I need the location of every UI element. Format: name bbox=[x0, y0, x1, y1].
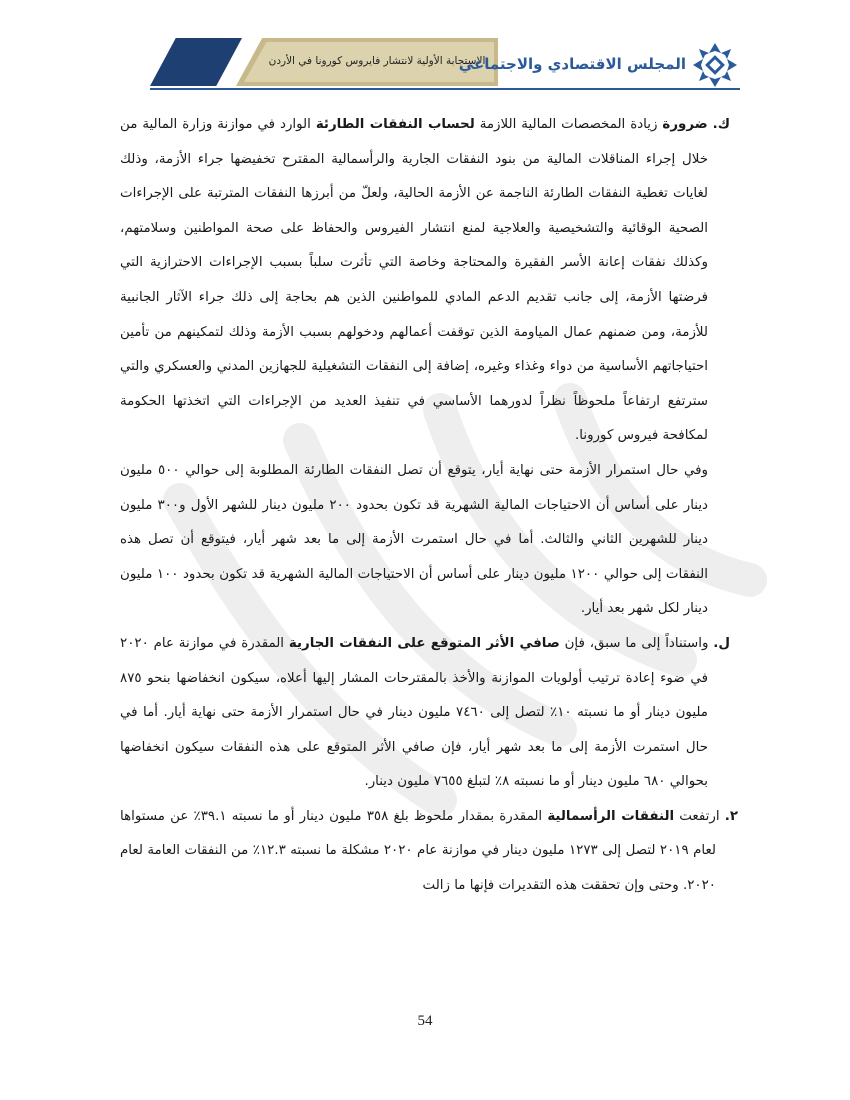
item-2-text-1: ارتفعت bbox=[674, 808, 725, 824]
item-2-paragraph bbox=[120, 800, 738, 904]
council-logo-icon bbox=[690, 40, 740, 90]
item-k-paragraph bbox=[120, 108, 730, 454]
item-2-text-2: المقدرة بمقدار ملحوظ بلغ ٣٥٨ مليون دينار أو ما نسبته ٣٩.١٪ عن مستواها لعام ٢٠١٩ لتصل إلى ١٢٧٣ مليون دينار في موازنة عام ٢٠٢٠ مشكلة ما نسبته ١٢.٣٪ من النفقات العامة لعام ٢٠٢٠. وحتى وإن تحققت هذه التقديرات فإنها ما زالت bbox=[120, 808, 716, 894]
header-rule bbox=[150, 88, 740, 90]
item-l-text-1: واستناداً إلى ما سبق، فإن bbox=[559, 635, 714, 651]
item-k-text-1: زيادة المخصصات المالية اللازمة bbox=[474, 117, 663, 132]
item-l-bold-1: صافي الأثر المتوقع على النفقات الجارية bbox=[288, 635, 560, 651]
item-l-marker: ل. bbox=[713, 635, 730, 651]
item-k-bold-1: ضرورة bbox=[662, 117, 708, 132]
document-body bbox=[120, 108, 739, 904]
page-number: 54 bbox=[417, 1013, 433, 1029]
report-title: الاستجابة الأولية لانتشار فايروس كورونا في الأردن bbox=[268, 55, 486, 67]
organization-name: المجلس الاقتصادي والاجتماعي bbox=[458, 55, 686, 73]
item-2-marker: ٢. bbox=[724, 808, 739, 824]
header-navy-band bbox=[150, 38, 242, 86]
item-l-paragraph bbox=[120, 627, 730, 800]
item-k-bold-2: لحساب النفقات الطارئة bbox=[315, 117, 475, 132]
continuation-paragraph: وفي حال استمرار الأزمة حتى نهاية أيار، يتوقع أن تصل النفقات الطارئة المطلوبة إلى حوالي ٥٠٠ مليون دينار على أساس أن الاحتياجات المالية الشهرية قد تكون بحدود ٢٠٠ مليون دينار للشهر الأول و٣٠٠ مليون دينار للشهرين الثاني والثالث. أما في حال استمرت الأزمة إلى ما بعد شهر أيار، فيتوقع أن تصل هذه النفقات إلى حوالي ١٢٠٠ مليون دينار على أساس أن الاحتياجات المالية الشهرية قد تكون بحدود ١٠٠ مليون دينار لكل شهر بعد أيار. bbox=[120, 462, 709, 617]
item-2-bold-1: النفقات الرأسمالية bbox=[547, 808, 675, 824]
item-l-text-2: المقدرة في موازنة عام ٢٠٢٠ في ضوء إعادة ترتيب أولويات الموازنة والأخذ بالمقترحات المشار إليها أعلاه، سيكون انخفاضها بنحو ٨٧٥ مليون دينار أو ما نسبته ١٠٪ لتصل إلى ٧٤٦٠ مليون دينار في حال استمرار الأزمة حتى نهاية أيار. أما في حال استمرت الأزمة إلى ما بعد شهر أيار، فإن صافي الأثر المتوقع على هذه النفقات سيكون انخفاضها بحوالي ٦٨٠ مليون دينار أو ما نسبته ٨٪ لتبلغ ٧٦٥٥ مليون دينار. bbox=[120, 635, 708, 790]
item-k-marker: ك. bbox=[712, 117, 730, 132]
page-header bbox=[0, 0, 850, 100]
item-k-text-2: الوارد في موازنة وزارة المالية من خلال إجراء المناقلات المالية من بنود النفقات الجارية والرأسمالية المقترح تخفيضها جراء الأزمة، وذلك لغايات تغطية النفقات الطارئة الناجمة عن الأزمة الحالية، ولعلّ من أبرزها النفقات المترتبة على الإجراءات الصحية الوقائية والتشخيصية والعلاجية لمنع انتشار الفيروس والحفاظ على صحة المواطنين وسلامتهم، وكذلك نفقات إعانة الأسر الفقيرة والمحتاجة وخاصة التي تأثرت سلباً بسبب الإجراءات الاحترازية التي فرضتها الأزمة، إلى جانب تقديم الدعم المادي للمواطنين الذين هم بحاجة إلى ذلك جراء الآثار الجانبية للأزمة، ومن ضمنهم عمال المياومة الذين توقفت أعمالهم ودخولهم بسبب الأزمة وذلك لتمكينهم من تأمين احتياجاتهم الأساسية من دواء وغذاء وغيره، إضافة إلى النفقات التشغيلية للجهازين المدني والعسكري والتي سترتفع ارتفاعاً ملحوظاً نظراً لدورهما الأساسي في تنفيذ العديد من الإجراءات التي اتخذتها الحكومة لمكافحة فيروس كورونا. bbox=[120, 117, 708, 444]
